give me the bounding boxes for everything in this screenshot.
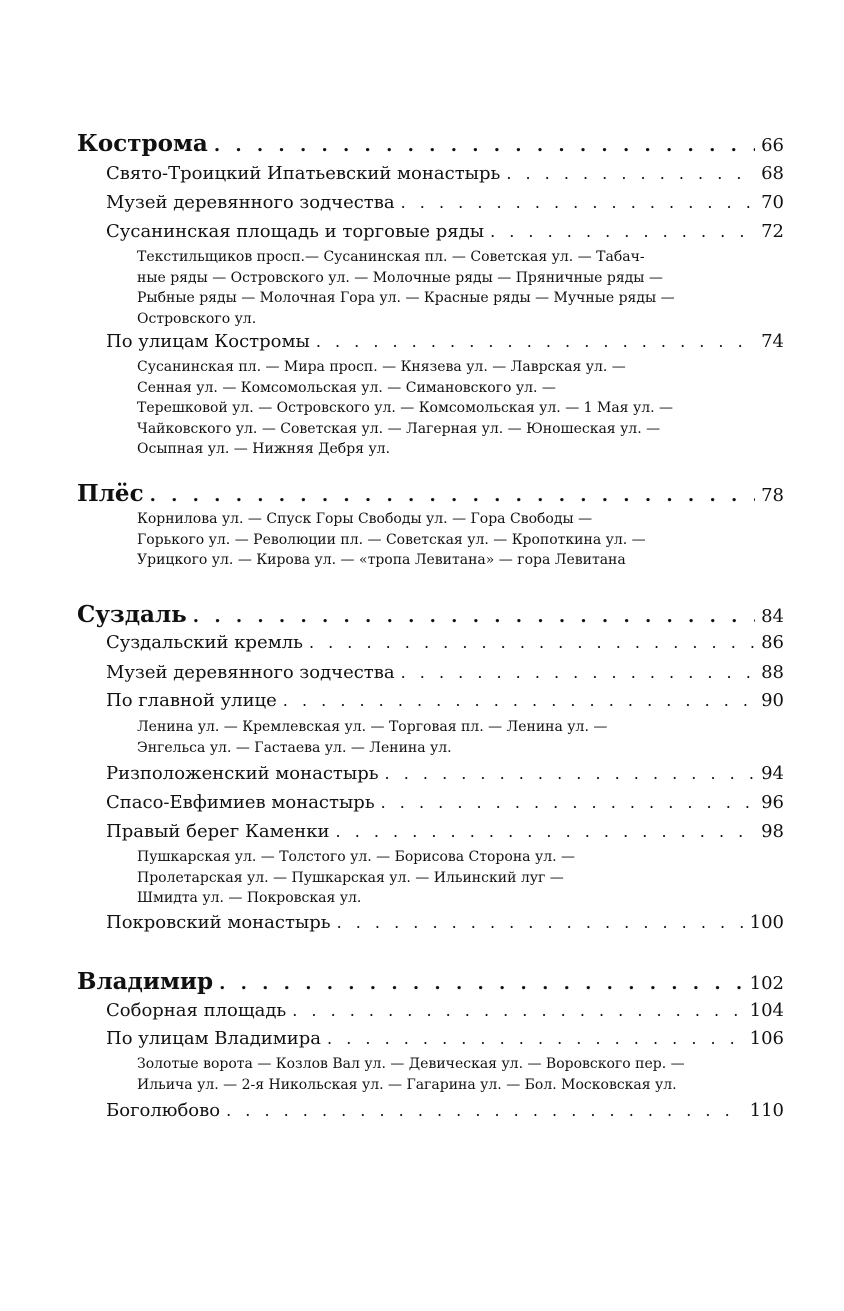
toc-section[interactable] <box>106 192 784 213</box>
dot-leader <box>283 691 755 710</box>
section-title: Сусанинская площадь и торговые ряды <box>106 221 485 242</box>
route-line: Чайковского ул. — Советская ул. — Лагерная ул. — Юношеская ул. — <box>137 420 661 437</box>
route-line: Пушкарская ул. — Толстого ул. — Борисова Сторона ул. — <box>137 849 575 865</box>
page-number: 90 <box>761 690 784 711</box>
chapter-title: Суздаль <box>77 601 187 628</box>
route-line: Терешковой ул. — Островского ул. — Комсомольская ул. — 1 Мая ул. — <box>137 400 673 416</box>
dot-leader <box>219 973 744 994</box>
page-number: 100 <box>749 912 784 933</box>
toc-section[interactable] <box>106 1000 784 1021</box>
dot-leader <box>381 793 755 812</box>
section-title: Ризположенский монастырь <box>106 763 379 784</box>
section-title: Свято-Троицкий Ипатьевский монастырь <box>106 163 501 184</box>
toc-chapter-kostroma[interactable] <box>77 130 784 157</box>
dot-leader <box>401 663 755 682</box>
dot-leader <box>150 485 756 506</box>
section-title: Правый берег Каменки <box>106 821 330 842</box>
section-title: Суздальский кремль <box>106 632 303 653</box>
toc-section[interactable] <box>106 690 784 711</box>
dot-leader <box>193 606 755 627</box>
route-line: Корнилова ул. — Спуск Горы Свободы ул. — Гора Свободы — <box>137 511 593 527</box>
route-description <box>137 509 737 571</box>
route-line: Сусанинская пл. — Мира просп. — Князева ул. — Лаврская ул. — <box>137 359 626 375</box>
route-line: Ленина ул. — Кремлевская ул. — Торговая пл. — Ленина ул. — <box>137 719 608 735</box>
toc-section[interactable] <box>106 821 784 842</box>
page-number: 110 <box>749 1100 784 1121</box>
dot-leader <box>490 222 755 241</box>
section-title: По улицам Владимира <box>106 1028 322 1049</box>
toc-section[interactable] <box>106 662 784 683</box>
route-description <box>137 717 737 758</box>
dot-leader <box>401 193 755 212</box>
page-number: 102 <box>749 973 784 994</box>
dot-leader <box>226 1101 744 1120</box>
section-title: По главной улице <box>106 690 277 711</box>
toc-chapter-suzdal[interactable] <box>77 601 784 628</box>
dot-leader <box>327 1029 744 1048</box>
toc-section[interactable] <box>106 163 784 184</box>
route-description <box>137 1054 737 1095</box>
section-title: Музей деревянного зодчества <box>106 192 395 213</box>
route-line: Сенная ул. — Комсомольская ул. — Симановского ул. — <box>137 379 556 396</box>
page-number: 94 <box>761 763 784 784</box>
route-line: Текстильщиков просп.— Сусанинская пл. — Советская ул. — Табач- <box>137 249 645 265</box>
route-line: Урицкого ул. — Кирова ул. — «тропа Левитана» — гора Левитана <box>137 552 626 568</box>
toc-section[interactable] <box>106 632 784 653</box>
route-line: ные ряды — Островского ул. — Молочные ряды — Пряничные ряды — <box>137 269 663 286</box>
route-line: Пролетарская ул. — Пушкарская ул. — Ильинский луг — <box>137 869 564 886</box>
toc-section[interactable] <box>106 331 784 352</box>
toc-section[interactable] <box>106 792 784 813</box>
dot-leader <box>292 1001 743 1020</box>
section-title: Покровский монастырь <box>106 912 331 933</box>
page-number: 84 <box>761 606 784 627</box>
route-line: Шмидта ул. — Покровская ул. <box>137 890 362 906</box>
route-description <box>137 357 737 460</box>
page-number: 104 <box>749 1000 784 1021</box>
page-number: 78 <box>761 485 784 506</box>
route-description <box>137 847 737 909</box>
page-number: 96 <box>761 792 784 813</box>
page-number: 66 <box>761 135 784 156</box>
page-number: 72 <box>761 221 784 242</box>
toc-section[interactable] <box>106 221 784 242</box>
toc-section[interactable] <box>106 763 784 784</box>
page-number: 88 <box>761 662 784 683</box>
toc-chapter-ples[interactable] <box>77 480 784 507</box>
section-title: Боголюбово <box>106 1100 221 1121</box>
page-number: 70 <box>761 192 784 213</box>
dot-leader <box>385 764 756 783</box>
toc-section[interactable] <box>106 1028 784 1049</box>
page-number: 74 <box>761 331 784 352</box>
section-title: Музей деревянного зодчества <box>106 662 395 683</box>
dot-leader <box>336 822 756 841</box>
toc-chapter-vladimir[interactable] <box>77 968 784 995</box>
route-description <box>137 247 737 329</box>
route-line: Золотые ворота — Козлов Вал ул. — Девическая ул. — Воровского пер. — <box>137 1056 685 1072</box>
route-line: Островского ул. <box>137 310 257 327</box>
chapter-title: Владимир <box>77 968 214 995</box>
route-line: Рыбные ряды — Молочная Гора ул. — Красные ряды — Мучные ряды — <box>137 290 675 306</box>
dot-leader <box>506 164 755 183</box>
section-title: Соборная площадь <box>106 1000 287 1021</box>
dot-leader <box>309 633 755 652</box>
route-line: Осыпная ул. — Нижняя Дебря ул. <box>137 441 391 457</box>
page-number: 68 <box>761 163 784 184</box>
chapter-title: Плёс <box>77 480 144 507</box>
toc-section[interactable] <box>106 1100 784 1121</box>
dot-leader <box>337 913 744 932</box>
route-line: Энгельса ул. — Гастаева ул. — Ленина ул. <box>137 739 452 756</box>
section-title: По улицам Костромы <box>106 331 310 352</box>
page-number: 86 <box>761 632 784 653</box>
page-number: 106 <box>749 1028 784 1049</box>
dot-leader <box>316 332 755 351</box>
dot-leader <box>214 135 755 156</box>
toc-section[interactable] <box>106 912 784 933</box>
section-title: Спасо-Евфимиев монастырь <box>106 792 375 813</box>
page-number: 98 <box>761 821 784 842</box>
route-line: Ильича ул. — 2-я Никольская ул. — Гагарина ул. — Бол. Московская ул. <box>137 1076 677 1093</box>
route-line: Горького ул. — Революции пл. — Советская ул. — Кропоткина ул. — <box>137 531 646 548</box>
chapter-title: Кострома <box>77 130 208 157</box>
